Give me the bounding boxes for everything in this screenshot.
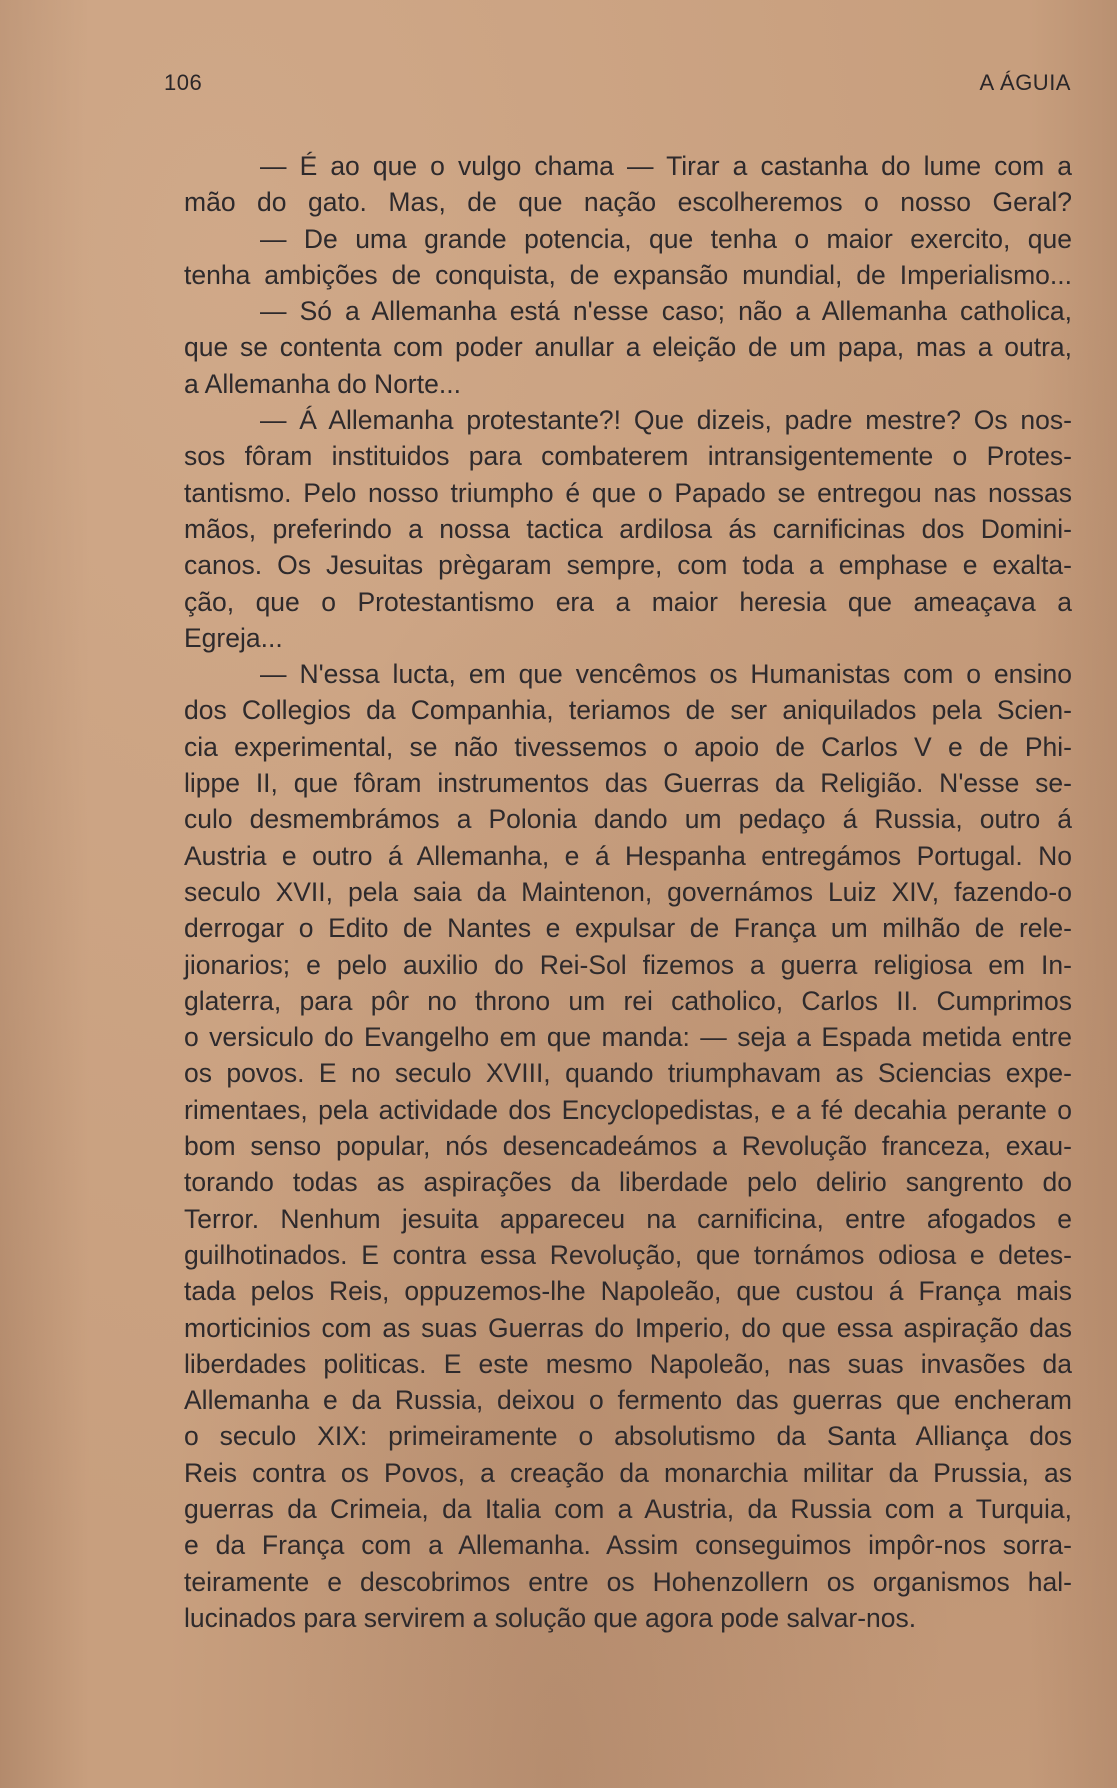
text-line: torando todas as aspirações da liberdade pelo delirio sangrento do — [184, 1167, 1072, 1198]
text-line: culo desmembrámos a Polonia dando um pedaço á Russia, outro á — [184, 804, 1072, 835]
text-line: e da França com a Allemanha. Assim conseguimos impôr-nos sorra- — [184, 1530, 1072, 1561]
text-line: — Á Allemanha protestante?! Que dizeis, padre mestre? Os nos- — [260, 405, 1072, 436]
text-line: guilhotinados. E contra essa Revolução, que tornámos odiosa e detes- — [184, 1239, 1072, 1270]
text-line: — É ao que o vulgo chama — Tirar a castanha do lume com a — [260, 151, 1072, 181]
text-line: mão do gato. Mas, de que nação escolheremos o nosso Geral? — [184, 187, 1072, 218]
body-text — [184, 148, 1072, 1636]
text-line: Terror. Nenhum jesuita appareceu na carnificina, entre afogados e — [184, 1203, 1072, 1234]
text-line: dos Collegios da Companhia, teriamos de ser aniquilados pela Scien- — [184, 695, 1072, 726]
text-line: Egreja... — [184, 622, 283, 653]
text-line: morticinios com as suas Guerras do Imperio, do que essa aspiração das — [184, 1312, 1072, 1343]
text-line: tenha ambições de conquista, de expansão mundial, de Imperialismo... — [184, 259, 1072, 290]
text-line: tantismo. Pelo nosso triumpho é que o Papado se entregou nas nossas — [184, 477, 1072, 508]
text-line: cia experimental, se não tivessemos o apoio de Carlos V e de Phi- — [184, 731, 1072, 762]
text-line: teiramente e descobrimos entre os Hohenzollern os organismos hal- — [184, 1566, 1072, 1597]
running-head — [160, 70, 1071, 104]
text-line: os povos. E no seculo XVIII, quando triumphavam as Sciencias expe- — [184, 1058, 1072, 1089]
text-line: tada pelos Reis, oppuzemos-lhe Napoleão, que custou á França mais — [184, 1276, 1072, 1307]
text-line: a Allemanha do Norte... — [184, 368, 461, 399]
text-line: lippe II, que fôram instrumentos das Guerras da Religião. N'esse se- — [184, 768, 1072, 799]
text-line: rimentaes, pela actividade dos Encyclopedistas, e a fé decahia perante o — [184, 1094, 1072, 1125]
text-line: seculo XVII, pela saia da Maintenon, governámos Luiz XIV, fazendo-o — [184, 876, 1072, 907]
text-line: — Só a Allemanha está n'esse caso; não a Allemanha catholica, — [260, 296, 1072, 327]
text-line: ção, que o Protestantismo era a maior heresia que ameaçava a — [184, 586, 1072, 617]
text-line: o versiculo do Evangelho em que manda: — seja a Espada metida entre — [184, 1022, 1072, 1053]
text-line: sos fôram instituidos para combaterem intransigentemente o Protes- — [184, 441, 1072, 472]
text-line: que se contenta com poder anullar a eleição de um papa, mas a outra, — [184, 332, 1072, 363]
text-line: — N'essa lucta, em que vencêmos os Humanistas com o ensino — [260, 659, 1072, 690]
text-line: Austria e outro á Allemanha, e á Hespanha entregámos Portugal. No — [184, 840, 1072, 871]
text-line: derrogar o Edito de Nantes e expulsar de França um milhão de rele- — [184, 913, 1072, 944]
text-line: lucinados para servirem a solução que agora pode salvar-nos. — [184, 1602, 917, 1633]
text-line: mãos, preferindo a nossa tactica ardilosa ás carnificinas dos Domini- — [184, 513, 1072, 544]
text-line: jionarios; e pelo auxilio do Rei-Sol fizemos a guerra religiosa em In- — [184, 949, 1072, 980]
text-line: o seculo XIX: primeiramente o absolutismo da Santa Alliança dos — [184, 1421, 1072, 1452]
journal-title: A ÁGUIA — [979, 70, 1071, 95]
text-line: — De uma grande potencia, que tenha o maior exercito, que — [260, 223, 1072, 254]
text-line: glaterra, para pôr no throno um rei catholico, Carlos II. Cumprimos — [184, 985, 1072, 1016]
text-line: Reis contra os Povos, a creação da monarchia militar da Prussia, as — [184, 1457, 1072, 1488]
page-number: 106 — [164, 70, 203, 95]
text-line: guerras da Crimeia, da Italia com a Austria, da Russia com a Turquia, — [184, 1493, 1072, 1524]
text-line: Allemanha e da Russia, deixou o fermento das guerras que encheram — [184, 1385, 1072, 1416]
text-line: bom senso popular, nós desencadeámos a Revolução franceza, exau- — [184, 1131, 1072, 1162]
text-line: liberdades politicas. E este mesmo Napoleão, nas suas invasões da — [184, 1348, 1072, 1379]
text-line: canos. Os Jesuitas prègaram sempre, com toda a emphase e exalta- — [184, 550, 1072, 581]
